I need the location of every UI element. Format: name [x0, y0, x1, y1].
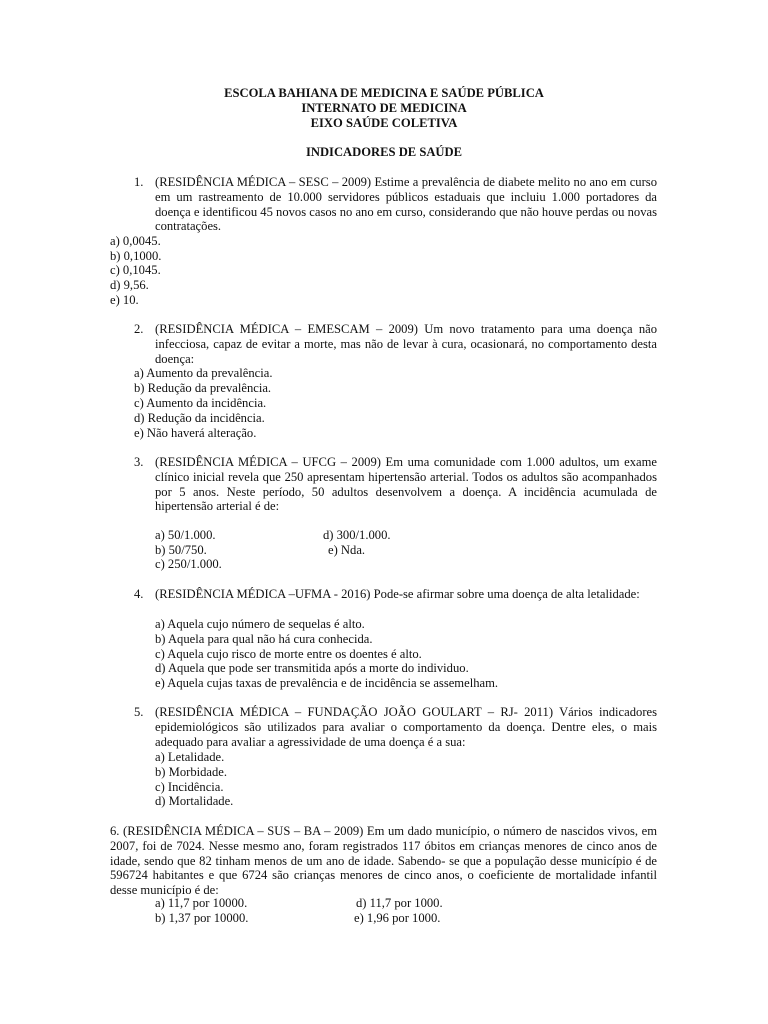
option-d: d) Redução da incidência.	[134, 411, 265, 425]
option-d: d) Mortalidade.	[155, 794, 234, 808]
option-e: e) Aquela cujas taxas de prevalência e de incidência se assemelham.	[155, 676, 499, 690]
option-b: b) Morbidade.	[155, 765, 228, 779]
option-c: c) Incidência.	[155, 780, 224, 794]
option-a: a) Aquela cujo número de sequelas é alto.	[155, 617, 365, 631]
option-d: d) Aquela que pode ser transmitida após a morte do individuo.	[155, 661, 469, 675]
option-e: e) 1,96 por 1000.	[354, 911, 441, 925]
header-institution: ESCOLA BAHIANA DE MEDICINA E SAÚDE PÚBLICA	[224, 86, 544, 100]
question-number: 1.	[134, 175, 144, 189]
question-stem: (RESIDÊNCIA MÉDICA – FUNDAÇÃO JOÃO GOULART – RJ- 2011) Vários indicadores epidemiológicos são utilizados para avaliar o comportamento da doença. Dentre eles, o mais adequado para avaliar a agressividade de uma doença é a sua:	[155, 705, 657, 749]
option-e: e) Nda.	[328, 543, 366, 557]
page-title: INDICADORES DE SAÚDE	[305, 145, 463, 159]
option-a: a) 0,0045.	[110, 234, 161, 248]
document-header	[0, 86, 768, 131]
option-a: a) 50/1.000.	[155, 528, 216, 542]
question-stem: (RESIDÊNCIA MÉDICA – SESC – 2009) Estime a prevalência de diabete melito no ano em curso em um rastreamento de 10.000 servidores públicos estaduais que incluiu 1.000 portadores da doença e identificou 45 novos casos no ano em curso, considerando que não houve perdas ou novas contratações.	[155, 175, 657, 234]
option-c: c) Aumento da incidência.	[134, 396, 267, 410]
option-c: c) 250/1.000.	[155, 557, 222, 571]
question-number: 5.	[134, 705, 144, 719]
option-a: a) Aumento da prevalência.	[134, 366, 273, 380]
question-stem: (RESIDÊNCIA MÉDICA – EMESCAM – 2009) Um novo tratamento para uma doença não infecciosa, capaz de evitar a morte, mas não de levar à cura, ocasionará, no comportamento desta doença:	[155, 322, 657, 366]
option-c: c) Aquela cujo risco de morte entre os doentes é alto.	[155, 647, 422, 661]
header-axis: EIXO SAÚDE COLETIVA	[310, 116, 458, 130]
option-e: e) Não haverá alteração.	[134, 426, 257, 440]
header-program: INTERNATO DE MEDICINA	[301, 101, 467, 115]
option-e: e) 10.	[110, 293, 139, 307]
option-b: b) 1,37 por 10000.	[155, 911, 249, 925]
option-b: b) 50/750.	[155, 543, 207, 557]
question-stem: (RESIDÊNCIA MÉDICA – UFCG – 2009) Em uma comunidade com 1.000 adultos, um exame clínico inicial revela que 250 apresentam hipertensão arterial. Todos os adultos são acompanhados por 5 anos. Neste período, 50 adultos desenvolvem a doença. A incidência acumulada de hipertensão arterial é de:	[155, 455, 657, 514]
option-d: d) 11,7 por 1000.	[356, 896, 443, 910]
option-a: a) Letalidade.	[155, 750, 225, 764]
option-a: a) 11,7 por 10000.	[155, 896, 248, 910]
option-d: d) 9,56.	[110, 278, 149, 292]
question-stem: (RESIDÊNCIA MÉDICA –UFMA - 2016) Pode-se afirmar sobre uma doença de alta letalidade:	[155, 587, 640, 601]
option-d: d) 300/1.000.	[323, 528, 391, 542]
question-number: 2.	[134, 322, 144, 336]
question-stem: 6. (RESIDÊNCIA MÉDICA – SUS – BA – 2009) Em um dado município, o número de nascidos vivos, em 2007, foi de 7024. Nesse mesmo ano, foram registrados 117 óbitos em crianças menores de cinco anos de idade, sendo que 82 tinham menos de um ano de idade. Sabendo- se que a população desse município é de 596724 habitantes e que 6724 são crianças menores de cinco anos, o coeficiente de mortalidade infantil desse município é de:	[110, 824, 657, 898]
option-b: b) 0,1000.	[110, 249, 162, 263]
question-number: 4.	[134, 587, 144, 601]
option-b: b) Aquela para qual não há cura conhecida.	[155, 632, 373, 646]
option-c: c) 0,1045.	[110, 263, 161, 277]
question-number: 3.	[134, 455, 144, 469]
option-b: b) Redução da prevalência.	[134, 381, 272, 395]
